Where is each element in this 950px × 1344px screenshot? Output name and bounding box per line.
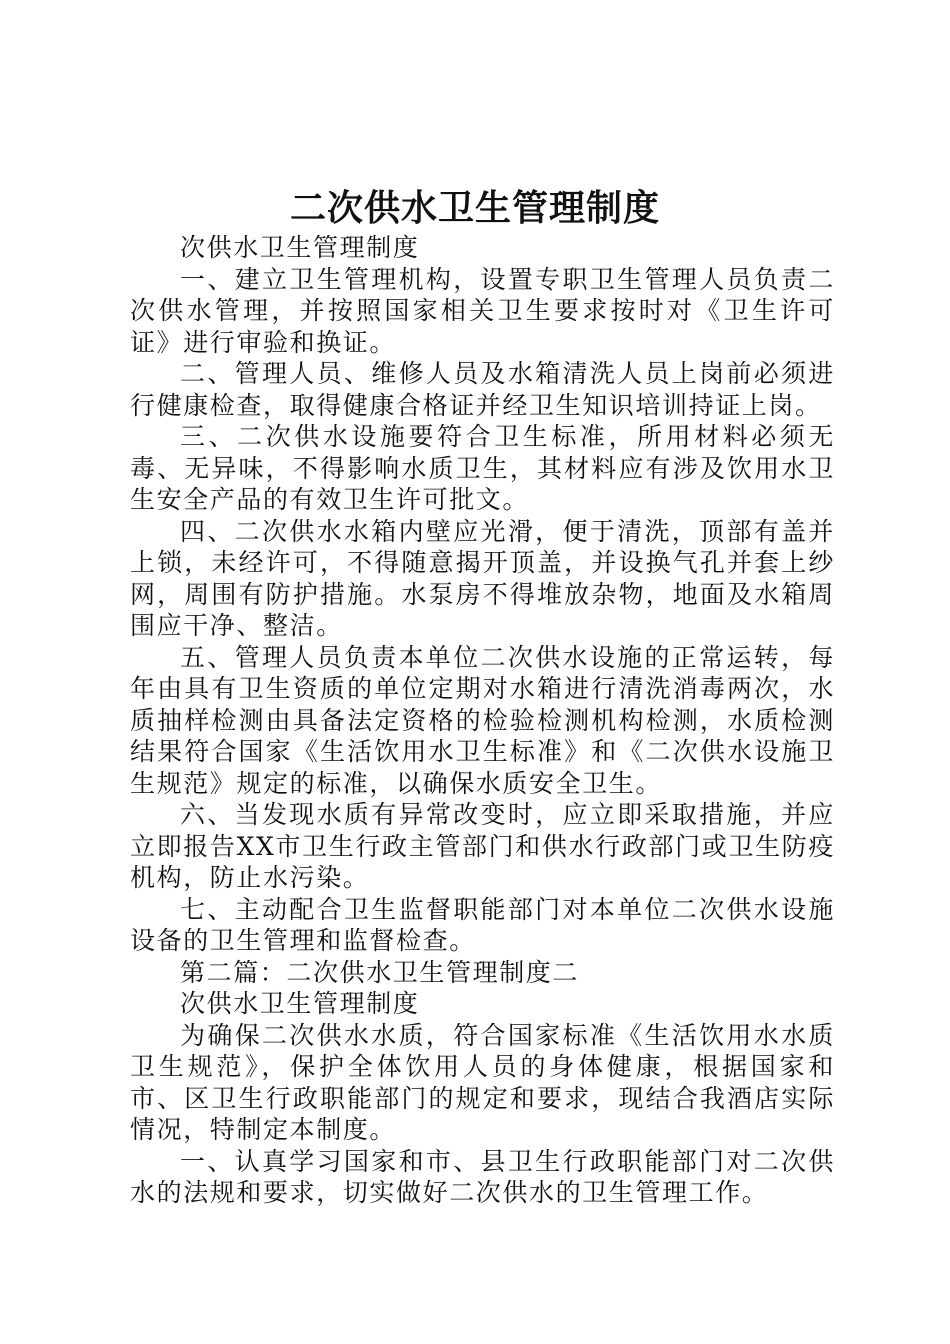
paragraph-item-6: 六、当发现水质有异常改变时，应立即采取措施，并应立即报告XX市卫生行政主管部门和供水行政部门或卫生防疫机构，防止水污染。: [130, 800, 835, 892]
document-title: 二次供水卫生管理制度: [289, 187, 660, 229]
paragraph-subtitle: 次供水卫生管理制度: [180, 233, 420, 262]
paragraph-item-5: 五、管理人员负责本单位二次供水设施的正常运转，每年由具有卫生资质的单位定期对水箱进行清洗消毒两次，水质抽样检测由具备法定资格的检验检测机构检测，水质检测结果符合国家《生活饮用水卫生标准》和《二次供水设施卫生规范》规定的标准，以确保水质安全卫生。: [130, 642, 835, 798]
paragraph-item-1-b: 一、认真学习国家和市、县卫生行政职能部门对二次供水的法规和要求，切实做好二次供水的卫生管理工作。: [130, 1146, 835, 1207]
paragraph-item-3: 三、二次供水设施要符合卫生标准，所用材料必须无毒、无异味，不得影响水质卫生，其材料应有涉及饮用水卫生安全产品的有效卫生许可批文。: [130, 422, 835, 514]
section-heading: 第二篇：二次供水卫生管理制度二: [180, 957, 580, 987]
document-body: [130, 232, 835, 1209]
paragraph-item-4: 四、二次供水水箱内壁应光滑，便于清洗，顶部有盖并上锁，未经许可，不得随意揭开顶盖，并设换气孔并套上纱网，周围有防护措施。水泵房不得堆放杂物，地面及水箱周围应干净、整洁。: [130, 516, 835, 640]
paragraph-item-7: 七、主动配合卫生监督职能部门对本单位二次供水设施设备的卫生管理和监督检查。: [130, 894, 835, 955]
paragraph-subtitle-2: 次供水卫生管理制度: [180, 989, 420, 1018]
paragraph-item-2: 二、管理人员、维修人员及水箱清洗人员上岗前必须进行健康检查，取得健康合格证并经卫生知识培训持证上岗。: [130, 359, 835, 420]
paragraph-intro: 为确保二次供水水质，符合国家标准《生活饮用水水质卫生规范》，保护全体饮用人员的身体健康，根据国家和市、区卫生行政职能部门的规定和要求，现结合我酒店实际情况，特制定本制度。: [130, 1020, 835, 1144]
paragraph-item-1: 一、建立卫生管理机构，设置专职卫生管理人员负责二次供水管理，并按照国家相关卫生要求按时对《卫生许可证》进行审验和换证。: [130, 264, 835, 357]
